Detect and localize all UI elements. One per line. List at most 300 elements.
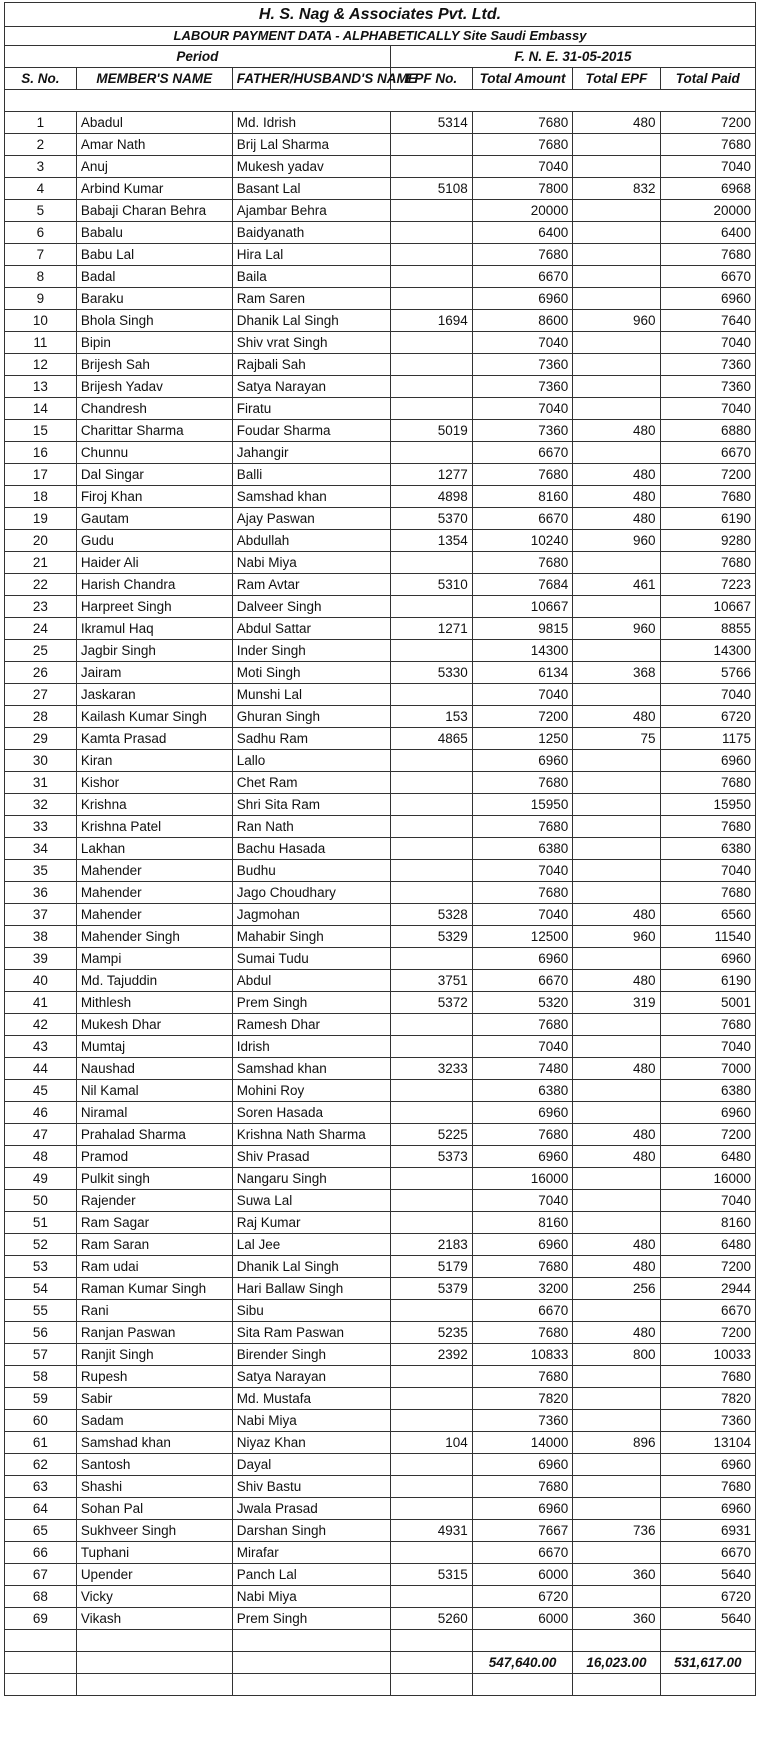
cell-father-name: Sadhu Ram (232, 728, 390, 750)
header-row (5, 68, 756, 90)
cell-epf-no: 2392 (390, 1344, 472, 1366)
table-row (5, 310, 756, 332)
cell-total-paid: 6670 (660, 1300, 755, 1322)
cell-father-name: Samshad khan (232, 486, 390, 508)
cell-total-epf: 75 (573, 728, 660, 750)
cell-epf-no (390, 860, 472, 882)
cell-member-name: Charittar Sharma (76, 420, 232, 442)
cell-total-epf (573, 684, 660, 706)
cell-sno: 59 (5, 1388, 77, 1410)
cell-sno: 42 (5, 1014, 77, 1036)
cell-total-amount: 6960 (472, 1146, 573, 1168)
cell-total-epf: 461 (573, 574, 660, 596)
cell-epf-no (390, 1168, 472, 1190)
cell-member-name: Naushad (76, 1058, 232, 1080)
table-row (5, 882, 756, 904)
cell-member-name: Dal Singar (76, 464, 232, 486)
cell-member-name: Ram Sagar (76, 1212, 232, 1234)
cell-father-name: Sibu (232, 1300, 390, 1322)
cell-total-epf (573, 222, 660, 244)
cell-epf-no (390, 794, 472, 816)
cell-total-amount: 6380 (472, 838, 573, 860)
cell-total-amount: 16000 (472, 1168, 573, 1190)
col-header-sno: S. No. (5, 68, 77, 90)
cell-sno: 60 (5, 1410, 77, 1432)
cell-sno: 7 (5, 244, 77, 266)
cell-epf-no (390, 266, 472, 288)
cell-epf-no (390, 1014, 472, 1036)
cell-total-epf: 319 (573, 992, 660, 1014)
cell-father-name: Shiv Prasad (232, 1146, 390, 1168)
cell-father-name: Munshi Lal (232, 684, 390, 706)
cell-total-epf: 736 (573, 1520, 660, 1542)
cell-member-name: Raman Kumar Singh (76, 1278, 232, 1300)
table-row (5, 662, 756, 684)
cell-total-amount: 7680 (472, 134, 573, 156)
table-row (5, 1256, 756, 1278)
cell-total-epf (573, 1014, 660, 1036)
cell-sno: 41 (5, 992, 77, 1014)
cell-total-epf: 480 (573, 1234, 660, 1256)
cell-father-name: Baila (232, 266, 390, 288)
cell-father-name: Budhu (232, 860, 390, 882)
cell-epf-no (390, 684, 472, 706)
cell-father-name: Jahangir (232, 442, 390, 464)
cell-father-name: Dhanik Lal Singh (232, 310, 390, 332)
cell-member-name: Ram udai (76, 1256, 232, 1278)
cell-total-amount: 6670 (472, 266, 573, 288)
cell-member-name: Rupesh (76, 1366, 232, 1388)
cell-sno: 14 (5, 398, 77, 420)
cell-member-name: Kiran (76, 750, 232, 772)
cell-sno: 21 (5, 552, 77, 574)
cell-father-name: Ramesh Dhar (232, 1014, 390, 1036)
cell-epf-no (390, 838, 472, 860)
cell-epf-no: 1354 (390, 530, 472, 552)
cell-member-name: Ikramul Haq (76, 618, 232, 640)
cell-father-name: Dalveer Singh (232, 596, 390, 618)
empty-cell (232, 1652, 390, 1674)
cell-total-paid: 6960 (660, 1454, 755, 1476)
cell-member-name: Harpreet Singh (76, 596, 232, 618)
cell-total-amount: 6960 (472, 948, 573, 970)
cell-father-name: Panch Lal (232, 1564, 390, 1586)
cell-total-amount: 7680 (472, 464, 573, 486)
cell-total-epf: 480 (573, 1322, 660, 1344)
cell-total-paid: 6560 (660, 904, 755, 926)
cell-member-name: Niramal (76, 1102, 232, 1124)
cell-total-paid: 7200 (660, 1322, 755, 1344)
cell-total-paid: 7223 (660, 574, 755, 596)
empty-cell (76, 1652, 232, 1674)
cell-total-epf: 832 (573, 178, 660, 200)
cell-father-name: Baidyanath (232, 222, 390, 244)
cell-father-name: Samshad khan (232, 1058, 390, 1080)
cell-father-name: Ajambar Behra (232, 200, 390, 222)
cell-total-paid: 7040 (660, 156, 755, 178)
table-row (5, 1234, 756, 1256)
cell-sno: 67 (5, 1564, 77, 1586)
table-row (5, 376, 756, 398)
cell-member-name: Prahalad Sharma (76, 1124, 232, 1146)
table-row (5, 1498, 756, 1520)
cell-member-name: Sadam (76, 1410, 232, 1432)
cell-sno: 8 (5, 266, 77, 288)
table-row (5, 816, 756, 838)
cell-total-paid: 7200 (660, 1256, 755, 1278)
cell-total-paid: 7200 (660, 1124, 755, 1146)
cell-total-epf (573, 134, 660, 156)
cell-sno: 51 (5, 1212, 77, 1234)
cell-father-name: Basant Lal (232, 178, 390, 200)
cell-member-name: Amar Nath (76, 134, 232, 156)
cell-total-paid: 7040 (660, 1036, 755, 1058)
empty-cell (573, 1674, 660, 1696)
table-row (5, 1520, 756, 1542)
cell-total-paid: 7820 (660, 1388, 755, 1410)
closing-row (5, 1674, 756, 1696)
cell-total-epf (573, 552, 660, 574)
cell-sno: 46 (5, 1102, 77, 1124)
cell-member-name: Sabir (76, 1388, 232, 1410)
cell-epf-no: 5179 (390, 1256, 472, 1278)
cell-father-name: Hari Ballaw Singh (232, 1278, 390, 1300)
table-row (5, 772, 756, 794)
table-row (5, 398, 756, 420)
cell-total-paid: 5640 (660, 1564, 755, 1586)
table-row (5, 178, 756, 200)
cell-father-name: Ajay Paswan (232, 508, 390, 530)
cell-epf-no (390, 1212, 472, 1234)
cell-member-name: Nil Kamal (76, 1080, 232, 1102)
cell-father-name: Ghuran Singh (232, 706, 390, 728)
cell-epf-no: 3233 (390, 1058, 472, 1080)
cell-epf-no (390, 1410, 472, 1432)
cell-member-name: Sohan Pal (76, 1498, 232, 1520)
cell-member-name: Sukhveer Singh (76, 1520, 232, 1542)
cell-total-paid: 7680 (660, 1014, 755, 1036)
cell-member-name: Mukesh Dhar (76, 1014, 232, 1036)
cell-total-paid: 7680 (660, 882, 755, 904)
cell-sno: 68 (5, 1586, 77, 1608)
table-row (5, 420, 756, 442)
empty-cell (472, 1674, 573, 1696)
cell-sno: 39 (5, 948, 77, 970)
cell-epf-no: 3751 (390, 970, 472, 992)
table-row (5, 1080, 756, 1102)
cell-father-name: Nabi Miya (232, 552, 390, 574)
cell-total-epf: 480 (573, 420, 660, 442)
cell-father-name: Dayal (232, 1454, 390, 1476)
cell-epf-no: 5329 (390, 926, 472, 948)
cell-sno: 30 (5, 750, 77, 772)
cell-total-paid: 9280 (660, 530, 755, 552)
cell-total-amount: 6380 (472, 1080, 573, 1102)
cell-total-paid: 7680 (660, 486, 755, 508)
cell-member-name: Firoj Khan (76, 486, 232, 508)
cell-total-paid: 6960 (660, 948, 755, 970)
cell-total-amount: 7360 (472, 376, 573, 398)
cell-total-epf (573, 200, 660, 222)
empty-cell (390, 1630, 472, 1652)
cell-father-name: Chet Ram (232, 772, 390, 794)
cell-member-name: Gudu (76, 530, 232, 552)
cell-total-epf (573, 1410, 660, 1432)
cell-total-epf: 960 (573, 310, 660, 332)
cell-sno: 54 (5, 1278, 77, 1300)
cell-total-paid: 6960 (660, 288, 755, 310)
cell-epf-no: 5310 (390, 574, 472, 596)
cell-sno: 23 (5, 596, 77, 618)
table-row (5, 596, 756, 618)
empty-cell (390, 1674, 472, 1696)
cell-total-paid: 7360 (660, 376, 755, 398)
cell-total-epf: 480 (573, 970, 660, 992)
cell-sno: 33 (5, 816, 77, 838)
cell-father-name: Sita Ram Paswan (232, 1322, 390, 1344)
empty-cell (5, 1674, 77, 1696)
cell-member-name: Gautam (76, 508, 232, 530)
cell-total-paid: 1175 (660, 728, 755, 750)
cell-total-epf (573, 882, 660, 904)
cell-epf-no (390, 750, 472, 772)
cell-sno: 19 (5, 508, 77, 530)
cell-father-name: Suwa Lal (232, 1190, 390, 1212)
cell-father-name: Lal Jee (232, 1234, 390, 1256)
cell-sno: 24 (5, 618, 77, 640)
cell-total-epf (573, 1300, 660, 1322)
cell-father-name: Jagmohan (232, 904, 390, 926)
cell-total-paid: 6960 (660, 1498, 755, 1520)
labour-payment-table (4, 2, 756, 1696)
cell-total-paid: 8855 (660, 618, 755, 640)
table-row (5, 200, 756, 222)
cell-total-paid: 7680 (660, 1476, 755, 1498)
table-row (5, 926, 756, 948)
cell-epf-no: 5370 (390, 508, 472, 530)
cell-father-name: Lallo (232, 750, 390, 772)
cell-father-name: Balli (232, 464, 390, 486)
cell-total-paid: 7200 (660, 112, 755, 134)
spacer-row (5, 1630, 756, 1652)
cell-sno: 5 (5, 200, 77, 222)
cell-total-amount: 14300 (472, 640, 573, 662)
table-row (5, 948, 756, 970)
cell-epf-no (390, 1586, 472, 1608)
cell-sno: 43 (5, 1036, 77, 1058)
cell-member-name: Ranjan Paswan (76, 1322, 232, 1344)
cell-sno: 27 (5, 684, 77, 706)
table-row (5, 530, 756, 552)
cell-epf-no: 153 (390, 706, 472, 728)
cell-total-amount: 7200 (472, 706, 573, 728)
cell-sno: 2 (5, 134, 77, 156)
cell-total-paid: 7040 (660, 332, 755, 354)
cell-member-name: Tuphani (76, 1542, 232, 1564)
cell-epf-no (390, 288, 472, 310)
cell-total-paid: 6968 (660, 178, 755, 200)
cell-total-amount: 7680 (472, 1124, 573, 1146)
cell-member-name: Brijesh Sah (76, 354, 232, 376)
cell-total-paid: 11540 (660, 926, 755, 948)
table-row (5, 156, 756, 178)
cell-total-paid: 2944 (660, 1278, 755, 1300)
payment-sheet (4, 2, 756, 1696)
cell-total-epf (573, 1366, 660, 1388)
cell-epf-no: 1271 (390, 618, 472, 640)
cell-total-amount: 8600 (472, 310, 573, 332)
cell-total-amount: 5320 (472, 992, 573, 1014)
cell-total-epf (573, 772, 660, 794)
cell-member-name: Anuj (76, 156, 232, 178)
cell-member-name: Rani (76, 1300, 232, 1322)
cell-total-paid: 7680 (660, 552, 755, 574)
cell-total-epf (573, 1102, 660, 1124)
cell-total-epf (573, 1190, 660, 1212)
cell-total-paid: 7040 (660, 1190, 755, 1212)
col-header-father-name: FATHER/HUSBAND'S NAME (232, 68, 390, 90)
cell-total-paid: 7000 (660, 1058, 755, 1080)
cell-total-amount: 12500 (472, 926, 573, 948)
cell-total-amount: 7680 (472, 1322, 573, 1344)
cell-total-paid: 7040 (660, 860, 755, 882)
cell-father-name: Jago Choudhary (232, 882, 390, 904)
cell-member-name: Mahender (76, 904, 232, 926)
cell-total-amount: 7820 (472, 1388, 573, 1410)
table-row (5, 1344, 756, 1366)
cell-sno: 65 (5, 1520, 77, 1542)
cell-father-name: Dhanik Lal Singh (232, 1256, 390, 1278)
cell-sno: 48 (5, 1146, 77, 1168)
cell-epf-no (390, 772, 472, 794)
cell-total-amount: 7040 (472, 1190, 573, 1212)
cell-member-name: Ram Saran (76, 1234, 232, 1256)
cell-total-epf (573, 794, 660, 816)
cell-father-name: Abdul (232, 970, 390, 992)
empty-cell (76, 1630, 232, 1652)
cell-sno: 58 (5, 1366, 77, 1388)
cell-total-amount: 7680 (472, 772, 573, 794)
cell-sno: 56 (5, 1322, 77, 1344)
col-header-total-paid: Total Paid (660, 68, 755, 90)
cell-total-epf: 480 (573, 112, 660, 134)
cell-epf-no: 4898 (390, 486, 472, 508)
table-row (5, 794, 756, 816)
cell-total-epf: 896 (573, 1432, 660, 1454)
cell-epf-no: 5314 (390, 112, 472, 134)
table-row (5, 1212, 756, 1234)
cell-sno: 45 (5, 1080, 77, 1102)
cell-father-name: Abdul Sattar (232, 618, 390, 640)
empty-cell (232, 1674, 390, 1696)
cell-total-paid: 6960 (660, 750, 755, 772)
table-row (5, 970, 756, 992)
cell-father-name: Inder Singh (232, 640, 390, 662)
cell-epf-no (390, 222, 472, 244)
cell-sno: 49 (5, 1168, 77, 1190)
cell-total-epf (573, 288, 660, 310)
empty-cell (76, 1674, 232, 1696)
cell-sno: 36 (5, 882, 77, 904)
cell-sno: 9 (5, 288, 77, 310)
cell-total-epf: 800 (573, 1344, 660, 1366)
grand-total-amount: 547,640.00 (472, 1652, 573, 1674)
cell-total-paid: 7680 (660, 134, 755, 156)
cell-total-epf (573, 640, 660, 662)
cell-sno: 12 (5, 354, 77, 376)
cell-member-name: Mahender Singh (76, 926, 232, 948)
cell-total-amount: 15950 (472, 794, 573, 816)
cell-total-epf (573, 1498, 660, 1520)
cell-father-name: Abdullah (232, 530, 390, 552)
cell-total-epf (573, 860, 660, 882)
cell-total-epf (573, 354, 660, 376)
cell-total-epf: 480 (573, 486, 660, 508)
cell-father-name: Moti Singh (232, 662, 390, 684)
cell-total-amount: 10833 (472, 1344, 573, 1366)
cell-total-paid: 7680 (660, 816, 755, 838)
empty-cell (232, 1630, 390, 1652)
cell-total-amount: 10667 (472, 596, 573, 618)
cell-total-amount: 7800 (472, 178, 573, 200)
cell-total-paid: 7040 (660, 684, 755, 706)
table-row (5, 1586, 756, 1608)
cell-member-name: Chandresh (76, 398, 232, 420)
cell-member-name: Arbind Kumar (76, 178, 232, 200)
cell-total-epf (573, 1212, 660, 1234)
cell-total-epf: 480 (573, 904, 660, 926)
cell-epf-no (390, 156, 472, 178)
cell-epf-no (390, 816, 472, 838)
cell-sno: 66 (5, 1542, 77, 1564)
table-row (5, 1432, 756, 1454)
cell-total-amount: 7680 (472, 882, 573, 904)
table-row (5, 750, 756, 772)
cell-sno: 64 (5, 1498, 77, 1520)
cell-father-name: Darshan Singh (232, 1520, 390, 1542)
cell-total-amount: 7680 (472, 1366, 573, 1388)
table-row (5, 1146, 756, 1168)
cell-father-name: Prem Singh (232, 1608, 390, 1630)
table-row (5, 1190, 756, 1212)
cell-total-amount: 7040 (472, 1036, 573, 1058)
cell-sno: 37 (5, 904, 77, 926)
cell-total-epf (573, 1080, 660, 1102)
cell-total-epf (573, 838, 660, 860)
cell-member-name: Krishna Patel (76, 816, 232, 838)
empty-cell (573, 1630, 660, 1652)
cell-father-name: Hira Lal (232, 244, 390, 266)
cell-total-epf (573, 244, 660, 266)
cell-total-paid: 6400 (660, 222, 755, 244)
cell-total-epf: 480 (573, 1256, 660, 1278)
company-name: H. S. Nag & Associates Pvt. Ltd. (5, 3, 756, 27)
cell-total-amount: 3200 (472, 1278, 573, 1300)
table-row (5, 134, 756, 156)
cell-sno: 44 (5, 1058, 77, 1080)
table-row (5, 222, 756, 244)
cell-total-amount: 7480 (472, 1058, 573, 1080)
cell-total-paid: 6960 (660, 1102, 755, 1124)
cell-total-amount: 6720 (472, 1586, 573, 1608)
cell-father-name: Ram Avtar (232, 574, 390, 596)
cell-member-name: Jaskaran (76, 684, 232, 706)
cell-epf-no (390, 1036, 472, 1058)
cell-sno: 31 (5, 772, 77, 794)
cell-epf-no: 5225 (390, 1124, 472, 1146)
cell-father-name: Idrish (232, 1036, 390, 1058)
cell-sno: 13 (5, 376, 77, 398)
